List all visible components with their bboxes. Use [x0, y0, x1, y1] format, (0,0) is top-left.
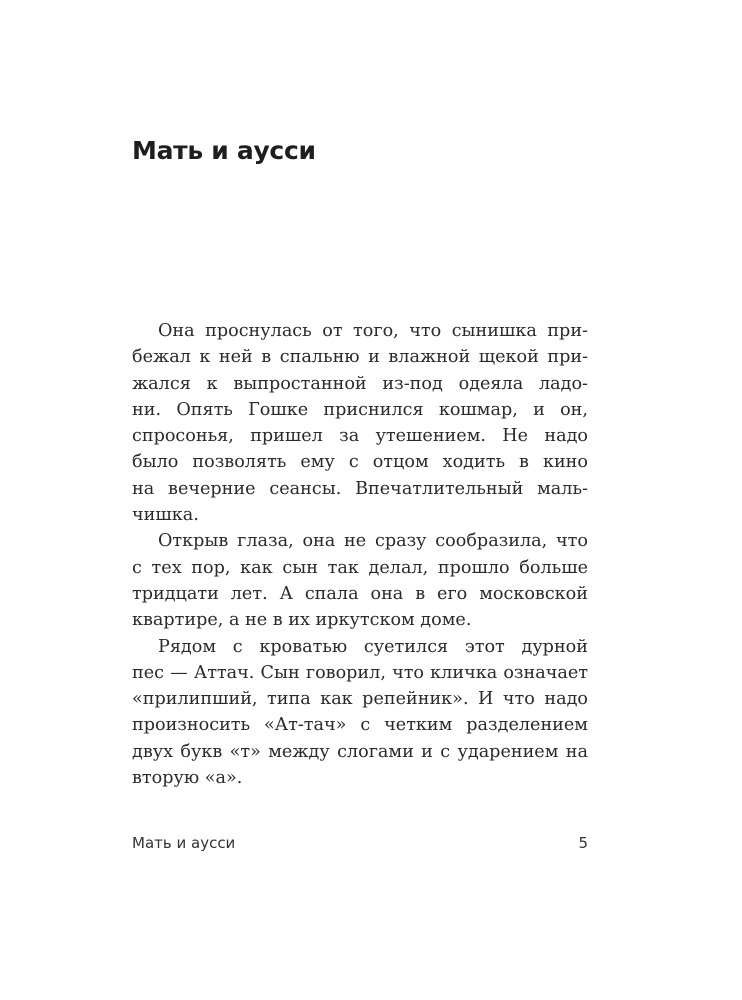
text-line: Она проснулась от того, что сынишка при-: [158, 321, 588, 341]
text-line: вторую «а».: [132, 768, 243, 789]
text-line: спросонья, пришел за утешением. Не надо: [132, 426, 588, 447]
page-number: 5: [578, 834, 588, 852]
text-line: тридцати лет. А спала она в его московской: [132, 583, 588, 604]
text-line: было позволять ему с отцом ходить в кино: [132, 452, 588, 473]
text-line: Открыв глаза, она не сразу сообразила, что: [158, 531, 588, 552]
text-line: «прилипший, типа как репейник». И что надо: [132, 689, 588, 710]
text-line: бежал к ней в спальню и влажной щекой при-: [132, 347, 588, 368]
text-line: произносить «Ат-тач» с четким разделением: [132, 715, 588, 736]
body-text: [132, 318, 588, 791]
running-title: Мать и аусси: [132, 834, 236, 852]
paragraph: [132, 318, 588, 528]
text-line: жался к выпростанной из-под одеяла ладо-: [132, 373, 588, 394]
text-line: квартире, а не в их иркутском доме.: [132, 610, 472, 631]
paragraph: [132, 528, 588, 633]
text-line: пес — Аттач. Сын говорил, что кличка означает: [132, 662, 588, 683]
text-line: Рядом с кроватью суетился этот дурной: [158, 636, 588, 657]
text-line: с тех пор, как сын так делал, прошло больше: [132, 557, 588, 578]
text-line: ни. Опять Гошке приснился кошмар, и он,: [132, 399, 588, 420]
text-line: двух букв «т» между слогами и с ударением на: [132, 741, 588, 762]
chapter-title: Мать и аусси: [132, 136, 316, 165]
text-line: чишка.: [132, 505, 199, 526]
page-footer: [132, 834, 588, 852]
paragraph: [132, 634, 588, 792]
text-line: на вечерние сеансы. Впечатлительный маль-: [132, 478, 588, 499]
